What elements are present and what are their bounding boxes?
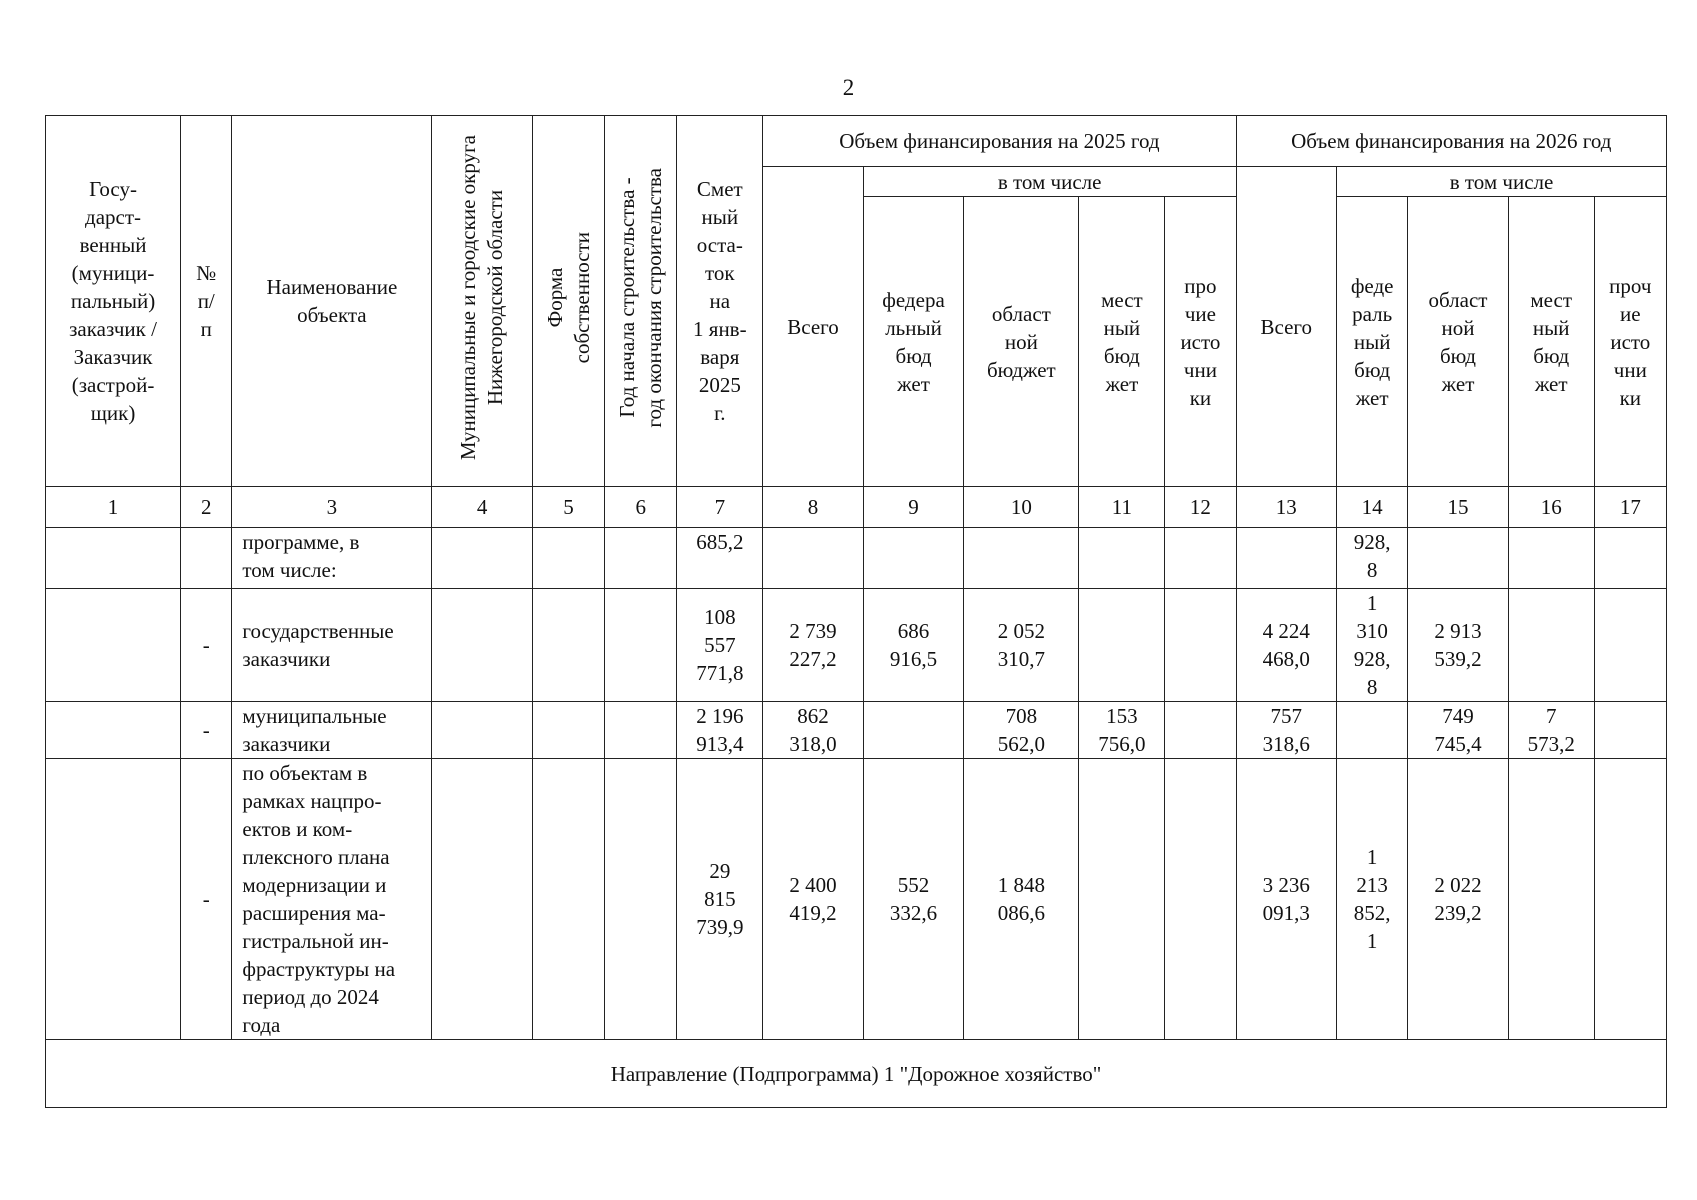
column-number: 2 — [181, 487, 232, 528]
header-federal-2025: федера льный бюд жет — [863, 197, 964, 487]
table-cell — [1594, 759, 1666, 1040]
column-number: 14 — [1337, 487, 1408, 528]
financing-table — [45, 115, 1667, 1108]
table-cell — [1337, 702, 1408, 759]
header-other-2026: проч ие исто чни ки — [1594, 197, 1666, 487]
cell-text: - — [202, 633, 210, 657]
table-cell — [1165, 702, 1236, 759]
table-row — [46, 702, 1667, 759]
header-total-2025: Всего — [763, 167, 864, 487]
table-cell — [605, 759, 677, 1040]
table-cell — [432, 589, 533, 702]
cell-text: 928, 8 — [1353, 530, 1391, 582]
table-cell — [863, 759, 964, 1040]
table-cell — [1508, 528, 1594, 589]
cell-text: 3 236 091,3 — [1262, 873, 1310, 925]
header-including-2025: в том числе — [863, 167, 1236, 197]
table-cell — [964, 589, 1079, 702]
column-number: 7 — [677, 487, 763, 528]
section-title: Направление (Подпрограмма) 1 "Дорожное хозяйство" — [46, 1040, 1667, 1108]
table-cell — [232, 528, 432, 589]
table-cell — [232, 589, 432, 702]
cell-text: 1 213 852, 1 — [1353, 845, 1391, 953]
header-regional-2025: област ной бюджет — [964, 197, 1079, 487]
table-cell — [677, 702, 763, 759]
cell-text: 708 562,0 — [997, 704, 1045, 756]
table-cell — [232, 759, 432, 1040]
table-cell — [1594, 528, 1666, 589]
cell-text: 2 196 913,4 — [696, 704, 744, 756]
table-cell — [605, 528, 677, 589]
column-number: 3 — [232, 487, 432, 528]
table-cell — [1236, 589, 1337, 702]
header-federal-2026: феде раль ный бюд жет — [1337, 197, 1408, 487]
header-local-2025: мест ный бюд жет — [1079, 197, 1165, 487]
table-cell — [677, 528, 763, 589]
table-cell — [181, 759, 232, 1040]
cell-text: муниципальные заказчики — [242, 704, 387, 756]
table-cell — [1079, 702, 1165, 759]
table-cell — [605, 702, 677, 759]
table-cell — [1165, 589, 1236, 702]
table-cell — [863, 702, 964, 759]
cell-text: 749 745,4 — [1434, 704, 1482, 756]
cell-text: 685,2 — [696, 530, 744, 554]
cell-text: - — [202, 887, 210, 911]
cell-text: 686 916,5 — [889, 619, 938, 671]
column-number: 6 — [605, 487, 677, 528]
column-number: 15 — [1408, 487, 1509, 528]
cell-text: 2 913 539,2 — [1434, 619, 1482, 671]
table-cell — [532, 702, 604, 759]
table-cell — [863, 589, 964, 702]
cell-text: 108 557 771,8 — [696, 605, 744, 685]
table-cell — [677, 589, 763, 702]
cell-text: 1 310 928, 8 — [1353, 591, 1391, 699]
column-number: 8 — [763, 487, 864, 528]
table-cell — [1508, 702, 1594, 759]
table-cell — [1337, 589, 1408, 702]
table-body — [46, 487, 1667, 1040]
table-cell — [1165, 528, 1236, 589]
page-number: 2 — [842, 75, 855, 100]
cell-text: 153 756,0 — [1098, 704, 1146, 756]
table-cell — [181, 528, 232, 589]
header-object-name: Наименование объекта — [232, 116, 432, 487]
column-number: 13 — [1236, 487, 1337, 528]
header-ownership: Форма собственности — [532, 116, 604, 487]
table-cell — [1337, 759, 1408, 1040]
table-cell — [763, 759, 864, 1040]
table-cell — [46, 528, 181, 589]
table-row — [46, 589, 1667, 702]
table-cell — [1165, 759, 1236, 1040]
table-cell — [46, 589, 181, 702]
table-cell — [964, 702, 1079, 759]
column-number: 17 — [1594, 487, 1666, 528]
cell-text: 2 739 227,2 — [789, 619, 837, 671]
table-cell — [1594, 589, 1666, 702]
column-number: 9 — [863, 487, 964, 528]
header-years: Год начала строительства - год окончания строительства — [605, 116, 677, 487]
table-cell — [1508, 589, 1594, 702]
cell-text: 757 318,6 — [1262, 704, 1310, 756]
table-cell — [46, 759, 181, 1040]
table-cell — [1408, 528, 1509, 589]
table-cell — [1408, 589, 1509, 702]
table-cell — [532, 589, 604, 702]
column-number: 1 — [46, 487, 181, 528]
cell-text: 4 224 468,0 — [1262, 619, 1310, 671]
table-cell — [232, 702, 432, 759]
cell-text: - — [202, 718, 210, 742]
table-cell — [964, 528, 1079, 589]
header-regional-2026: област ной бюд жет — [1408, 197, 1509, 487]
table-cell — [432, 759, 533, 1040]
header-total-2026: Всего — [1236, 167, 1337, 487]
cell-text: 2 400 419,2 — [789, 873, 837, 925]
table-cell — [532, 528, 604, 589]
column-number: 11 — [1079, 487, 1165, 528]
cell-text: 862 318,0 — [789, 704, 837, 756]
cell-text: по объектам в рамках нацпро- ектов и ком- плексного плана модернизации и расширения ма- гистральной ин- фраструктуры на период до 2024 года — [242, 761, 396, 1037]
cell-text: 1 848 086,6 — [997, 873, 1045, 925]
table-cell — [1508, 759, 1594, 1040]
cell-text: 29 815 739,9 — [696, 859, 744, 939]
table-cell — [605, 589, 677, 702]
cell-text: 2 052 310,7 — [997, 619, 1045, 671]
table-cell — [1079, 759, 1165, 1040]
table-row — [46, 759, 1667, 1040]
table-cell — [1408, 759, 1509, 1040]
header-municipality: Муниципальные и городские округа Нижегородской области — [432, 116, 533, 487]
cell-text: государственные заказчики — [242, 619, 394, 671]
table-cell — [46, 702, 181, 759]
cell-text: 7 573,2 — [1527, 704, 1575, 756]
table-cell — [1236, 528, 1337, 589]
header-local-2026: мест ный бюд жет — [1508, 197, 1594, 487]
header-financing-2025: Объем финансирования на 2025 год — [763, 116, 1236, 167]
column-number: 12 — [1165, 487, 1236, 528]
table-cell — [432, 528, 533, 589]
header-other-2025: про чие исто чни ки — [1165, 197, 1236, 487]
table-cell — [863, 528, 964, 589]
column-number: 5 — [532, 487, 604, 528]
table-cell — [763, 528, 864, 589]
table-cell — [532, 759, 604, 1040]
table-cell — [1236, 759, 1337, 1040]
header-financing-2026: Объем финансирования на 2026 год — [1236, 116, 1666, 167]
table-cell — [964, 759, 1079, 1040]
header-including-2026: в том числе — [1337, 167, 1667, 197]
table-cell — [1594, 702, 1666, 759]
header-estimated-balance: Смет ный оста- ток на 1 янв- варя 2025 г. — [677, 116, 763, 487]
table-cell — [1079, 589, 1165, 702]
column-number-row — [46, 487, 1667, 528]
table-cell — [181, 589, 232, 702]
table-row — [46, 528, 1667, 589]
cell-text: 552 332,6 — [889, 873, 938, 925]
cell-text: программе, в том числе: — [242, 530, 360, 582]
header-customer: Госу- дарст- венный (муници- пальный) заказчик / Заказчик (застрой- щик) — [46, 116, 181, 487]
header-number: № п/ п — [181, 116, 232, 487]
table-cell — [763, 702, 864, 759]
column-number: 16 — [1508, 487, 1594, 528]
table-cell — [1337, 528, 1408, 589]
table-cell — [763, 589, 864, 702]
table-cell — [432, 702, 533, 759]
table-cell — [1408, 702, 1509, 759]
cell-text: 2 022 239,2 — [1434, 873, 1482, 925]
column-number: 10 — [964, 487, 1079, 528]
table-cell — [677, 759, 763, 1040]
table-cell — [181, 702, 232, 759]
table-cell — [1236, 702, 1337, 759]
column-number: 4 — [432, 487, 533, 528]
table-cell — [1079, 528, 1165, 589]
